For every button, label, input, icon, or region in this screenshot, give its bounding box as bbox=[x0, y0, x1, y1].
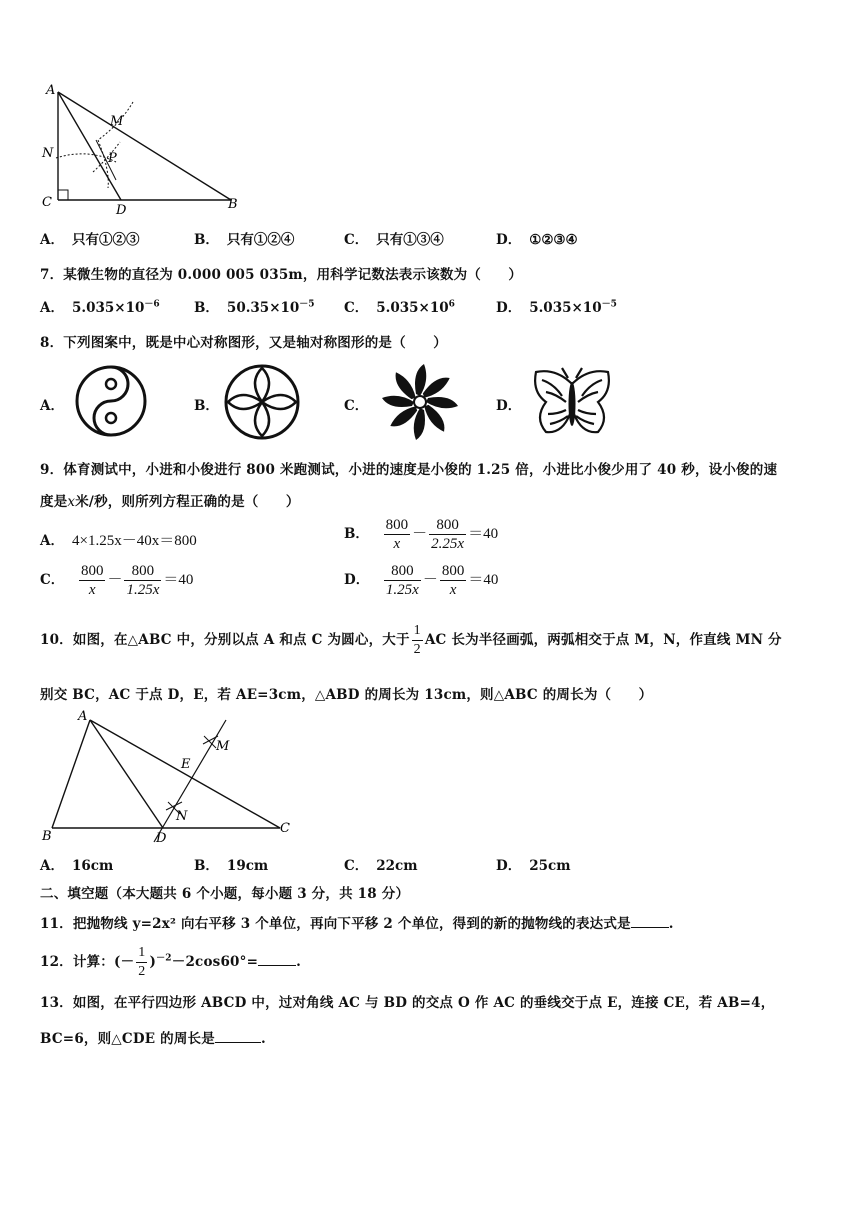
fig6-label-P: P bbox=[108, 151, 117, 166]
q7-option-d: D． $5.035\times 10^{-5}$ bbox=[496, 299, 617, 316]
q13-stem-line2: BC=6，则△CDE 的周长是 . bbox=[40, 1031, 266, 1047]
q10-option-d: D． 25cm bbox=[496, 858, 571, 874]
fig6-label-M: M bbox=[110, 114, 124, 129]
four-petal-flower-icon bbox=[218, 362, 306, 442]
q7-option-b: B． $50.35\times 10^{-5}$ bbox=[194, 299, 315, 316]
q13-answer-blank[interactable] bbox=[215, 1030, 261, 1043]
pinwheel-flower-icon bbox=[372, 360, 468, 444]
q9-option-d: D． $\frac{800}{1.25x}$ － $\frac{800}{x}$ ＝40 bbox=[344, 563, 499, 598]
q7-option-c: C． $5.035\times 10^6$ bbox=[344, 299, 455, 316]
fig10-label-C: C bbox=[280, 821, 290, 836]
fig6-label-A: A bbox=[46, 83, 56, 98]
q11-answer-blank[interactable] bbox=[631, 915, 669, 928]
q9-option-a: A． 4×1.25x－40x＝800 bbox=[40, 533, 197, 549]
fig10-label-M: M bbox=[216, 739, 230, 754]
q9-stem-line2: 度是x米/秒，则所列方程正确的是（ ） bbox=[40, 494, 300, 510]
q12-answer-blank[interactable] bbox=[258, 953, 296, 966]
q8-key-a: A． bbox=[40, 398, 64, 414]
fig10-label-D: D bbox=[156, 831, 167, 846]
q7-option-a: A． $5.035\times 10^{-6}$ bbox=[40, 299, 160, 316]
q7-stem: 7．某微生物的直径为 0.000 005 035m，用科学记数法表示该数为（ ） bbox=[40, 267, 523, 283]
q6-option-d: D． ①②③④ bbox=[496, 232, 578, 248]
section-heading-fill-in: 二、填空题（本大题共 6 个小题，每小题 3 分，共 18 分） bbox=[40, 886, 410, 902]
butterfly-icon bbox=[526, 362, 618, 442]
q10-option-c: C． 22cm bbox=[344, 858, 418, 874]
q11-stem: 11．把抛物线 y=2x² 向右平移 3 个单位，再向下平移 2 个单位，得到的新的抛物线的表达式是 . bbox=[40, 916, 674, 932]
fig10-label-E: E bbox=[181, 757, 191, 772]
q8-key-d: D． bbox=[496, 398, 522, 414]
fig6-label-C: C bbox=[42, 195, 52, 210]
q13-stem-line1: 13．如图，在平行四边形 ABCD 中，过对角线 AC 与 BD 的交点 O 作 AC 的垂线交于点 E，连接 CE，若 AB=4， bbox=[40, 995, 775, 1011]
q10-figure bbox=[38, 706, 300, 848]
q10-stem-line2: 别交 BC，AC 于点 D，E，若 AE=3cm，△ABD 的周长为 13cm，则△ABC 的周长为（ ） bbox=[40, 687, 653, 703]
q6-option-a: A． 只有①②③ bbox=[40, 232, 140, 248]
q9-stem-line1: 9．体育测试中，小进和小俊进行 800 米跑测试，小进的速度是小俊的 1.25 倍，小进比小俊少用了 40 秒，设小俊的速 bbox=[40, 462, 778, 478]
q10-stem-line1: 10．如图，在△ABC 中，分别以点 A 和点 C 为圆心，大于 $\frac{1}{2}$ AC 长为半径画弧，两弧相交于点 M，N，作直线 MN 分 bbox=[40, 623, 782, 657]
q10-option-a: A． 16cm bbox=[40, 858, 114, 874]
q9-option-c: C． $\frac{800}{x}$ － $\frac{800}{1.25x}$ ＝40 bbox=[40, 563, 194, 598]
q8-stem: 8．下列图案中，既是中心对称图形，又是轴对称图形的是（ ） bbox=[40, 335, 447, 351]
q6-figure bbox=[38, 80, 243, 220]
fig6-label-D: D bbox=[116, 203, 127, 218]
q8-key-b: B． bbox=[194, 398, 219, 414]
q6-option-b: B． 只有①②④ bbox=[194, 232, 295, 248]
fig10-label-A: A bbox=[78, 709, 88, 724]
q6-option-c: C． 只有①③④ bbox=[344, 232, 444, 248]
q12-stem: 12．计算：(－ $\frac{1}{2}$ )$^{-2}$－2cos60°= . bbox=[40, 945, 302, 979]
q10-option-b: B． 19cm bbox=[194, 858, 269, 874]
fig10-label-N: N bbox=[176, 809, 188, 824]
q8-key-c: C． bbox=[344, 398, 369, 414]
fig6-label-B: B bbox=[228, 197, 238, 212]
yin-yang-icon bbox=[70, 362, 152, 440]
q9-option-b: B． $\frac{800}{x}$ － $\frac{800}{2.25x}$ ＝40 bbox=[344, 517, 499, 552]
fig10-label-B: B bbox=[42, 829, 52, 844]
fig6-label-N: N bbox=[42, 146, 54, 161]
